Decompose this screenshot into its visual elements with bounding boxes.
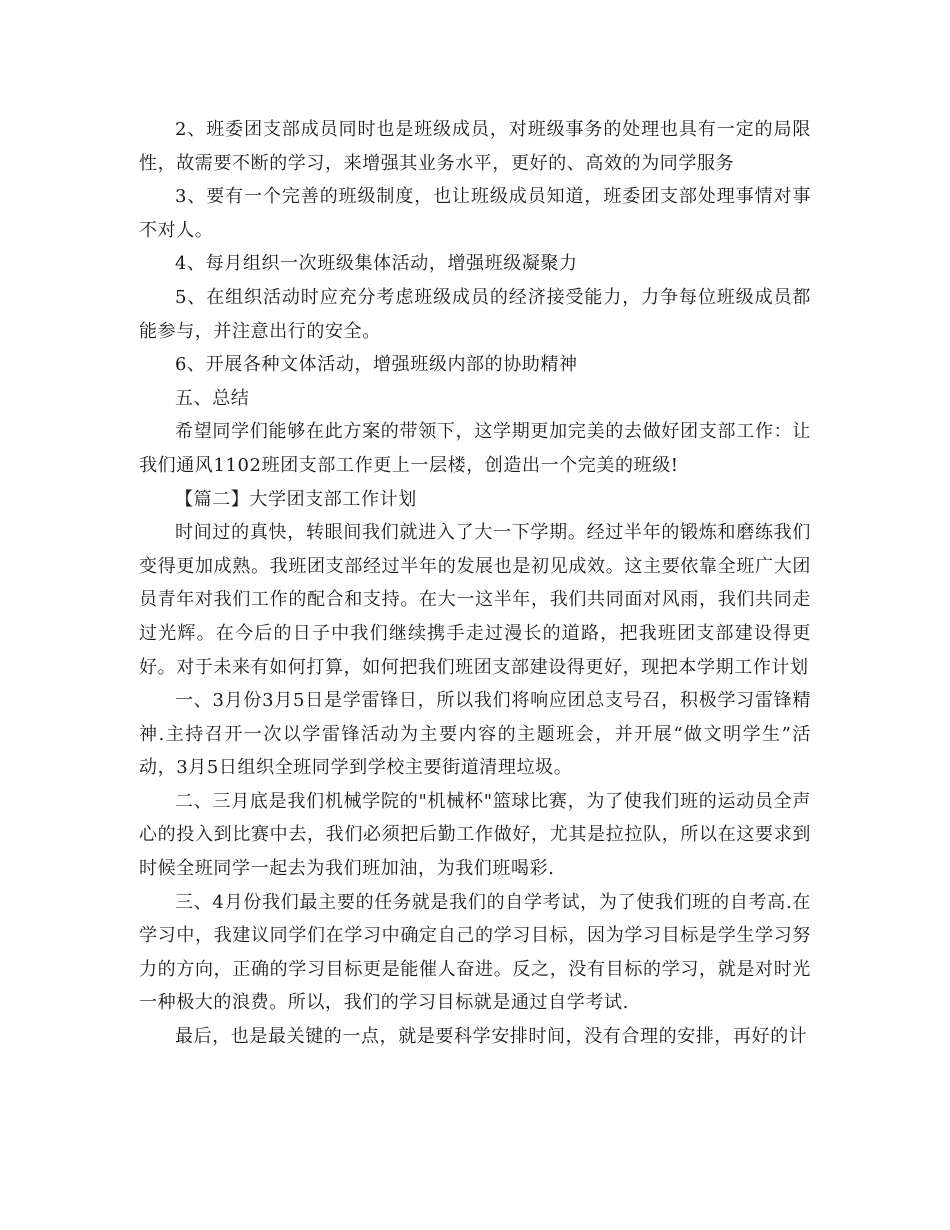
paragraph-summary: 希望同学们能够在此方案的带领下，这学期更加完美的去做好团支部工作：让我们通风1102班团支部工作更上一层楼，创造出一个完美的班级! xyxy=(139,421,811,476)
paragraph-final: 最后，也是最关键的一点，就是要科学安排时间，没有合理的安排，再好的计 xyxy=(175,1026,808,1048)
paragraph-item-5: 5、在组织活动时应充分考虑班级成员的经济接受能力，力争每位班级成员都能参与，并注意出行的安全。 xyxy=(139,286,811,342)
paragraph-item-6: 6、开展各种文体活动，增强班级内部的协助精神 xyxy=(175,354,578,376)
paragraph-intro: 时间过的真快，转眼间我们就进入了大一下学期。经过半年的锻炼和磨练我们变得更加成熟。我班团支部经过半年的发展也是初见成效。这主要依靠全班广大团员青年对我们工作的配合和支持。在大一这半年，我们共同面对风雨，我们共同走过光辉。在今后的日子中我们继续携手走过漫长的道路，把我班团支部建设得更好。对于未来有如何打算，如何把我们班团支部建设得更好，现把本学期工作计划 xyxy=(139,522,811,678)
paragraph-plan-basketball: 二、三月底是我们机械学院的"机械杯"篮球比赛，为了使我们班的运动员全声心的投入到比赛中去，我们必须把后勤工作做好，尤其是拉拉队，所以在这要求到时候全班同学一起去为我们班加油，为我们班喝彩. xyxy=(139,790,811,880)
section-heading-summary: 五、总结 xyxy=(175,387,250,409)
paragraph-plan-april: 三、4月份我们最主要的任务就是我们的自学考试，为了使我们班的自考高.在学习中，我建议同学们在学习中确定自己的学习目标，因为学习目标是学生学习努力的方向，正确的学习目标更是能催人奋进。反之，没有目标的学习，就是对时光一种极大的浪费。所以，我们的学习目标就是通过自学考试. xyxy=(139,891,811,1014)
document-page xyxy=(139,113,811,1054)
paragraph-item-3: 3、要有一个完善的班级制度，也让班级成员知道，班委团支部处理事情对事不对人。 xyxy=(139,186,811,241)
section-heading-part-two: 【篇二】大学团支部工作计划 xyxy=(175,488,417,510)
paragraph-item-2: 2、班委团支部成员同时也是班级成员，对班级事务的处理也具有一定的局限性，故需要不断的学习，来增强其业务水平，更好的、高效的为同学服务 xyxy=(139,119,811,174)
paragraph-item-4: 4、每月组织一次班级集体活动，增强班级凝聚力 xyxy=(175,253,578,275)
paragraph-plan-march: 一、3月份3月5日是学雷锋日，所以我们将响应团总支号召，积极学习雷锋精神.主持召开一次以学雷锋活动为主要内容的主题班会，并开展“做文明学生”活动，3月5日组织全班同学到学校主要街道清理垃圾。 xyxy=(139,690,811,779)
